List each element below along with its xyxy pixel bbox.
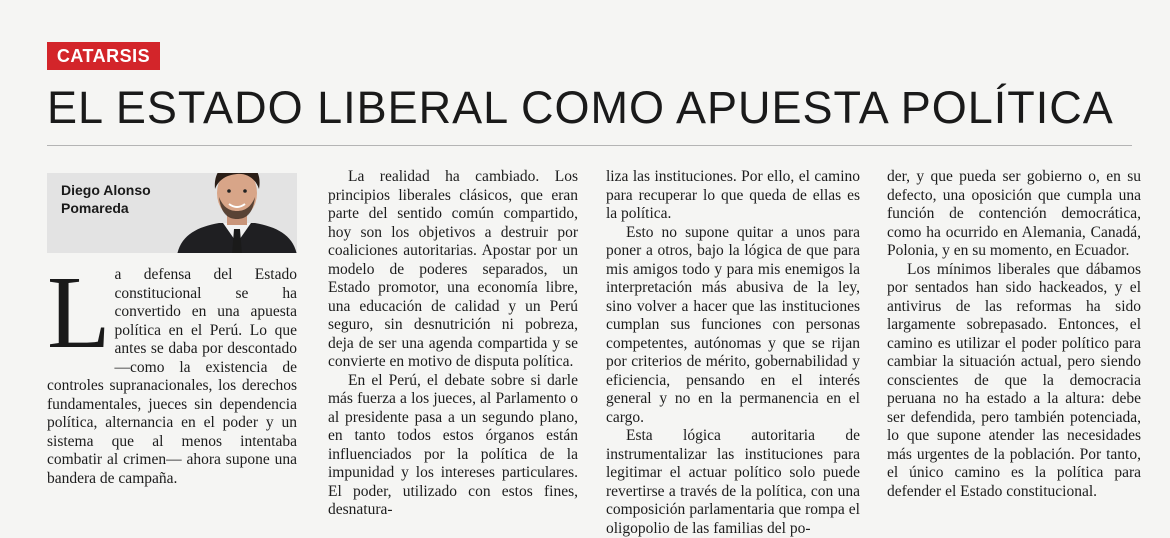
paragraph: a defensa del Estado constitucional se ha convertido en una apuesta política en el Perú. Lo que antes se daba por descontado —como la existencia de controles supranacionales, los derechos fundamentales, jueces sin dependencia política, alternancia en el poder y un sistema que al menos intentaba combatir al crimen— ahora supone una bandera de campaña. [47,266,297,487]
article-column-3 [606,168,860,538]
author-box [47,173,297,253]
paragraph: Los mínimos liberales que dábamos por sentados han sido hackeados, y el antivirus de las reformas ha sido largamente sobrepasado. Entonces, el camino es utilizar el poder político para cambiar la situación actual, pero siendo conscientes de que la democracia peruana no ha estado a la altura: debe ser defendida, pero también potenciada, lo que supone atender las necesidades más urgentes de la población. Por tanto, el único camino es la política para defender el Estado constitucional. [887,260,1141,500]
drop-cap: L [47,255,111,370]
author-last-name: Pomareda [61,200,129,216]
article-column-4 [887,168,1141,501]
paragraph: La realidad ha cambiado. Los principios liberales clásicos, que eran parte del sentido común compartido, hoy son los objetivos a destruir por coaliciones autoritarias. Apostar por un modelo de poderes separados, un Estado promotor, una economía libre, una educación de calidad y un Perú seguro, sin desnutrición ni pobreza, deja de ser una agenda compartida y se convierte en motivo de disputa política. [328,168,578,370]
paragraph: Esto no supone quitar a unos para poner a otros, bajo la lógica de que para mis amigos todo y para mis enemigos la interpretación más abusiva de la ley, sino volver a hacer que las instituciones cumplan sus funciones con personas competentes, autónomas y que se rijan por criterios de mérito, gobernabilidad y eficiencia, pensando en el interés general y no en la permanencia en el cargo. [606,223,860,426]
headline-rule [47,145,1132,146]
author-first-name: Diego Alonso [61,182,151,198]
paragraph: der, y que pueda ser gobierno o, en su defecto, una oposición que cumpla una función de contención democrática, como ha ocurrido en Alemania, Canadá, Polonia, y en su momento, en Ecuador. [887,168,1141,259]
paragraph: En el Perú, el debate sobre si darle más fuerza a los jueces, al Parlamento o al presidente pasa a un segundo plano, en tanto todos estos órganos están influenciados por la política de la impunidad y los intereses particulares. El poder, utilizado con estos fines, desnatura- [328,371,578,518]
article-column-2 [328,168,578,520]
paragraph: liza las instituciones. Por ello, el camino para recuperar lo que queda de ellas es la política. [606,168,860,222]
headline: EL ESTADO LIBERAL COMO APUESTA POLÍTICA [47,82,1114,133]
article-column-1 [47,255,297,488]
paragraph: Esta lógica autoritaria de instrumentalizar las instituciones para legitimar el actuar político solo puede revertirse a través de la política, con una composición parlamentaria que rompa el oligopolio de las familias del po- [606,427,860,537]
author-portrait [167,173,297,253]
section-tag: CATARSIS [47,42,160,70]
